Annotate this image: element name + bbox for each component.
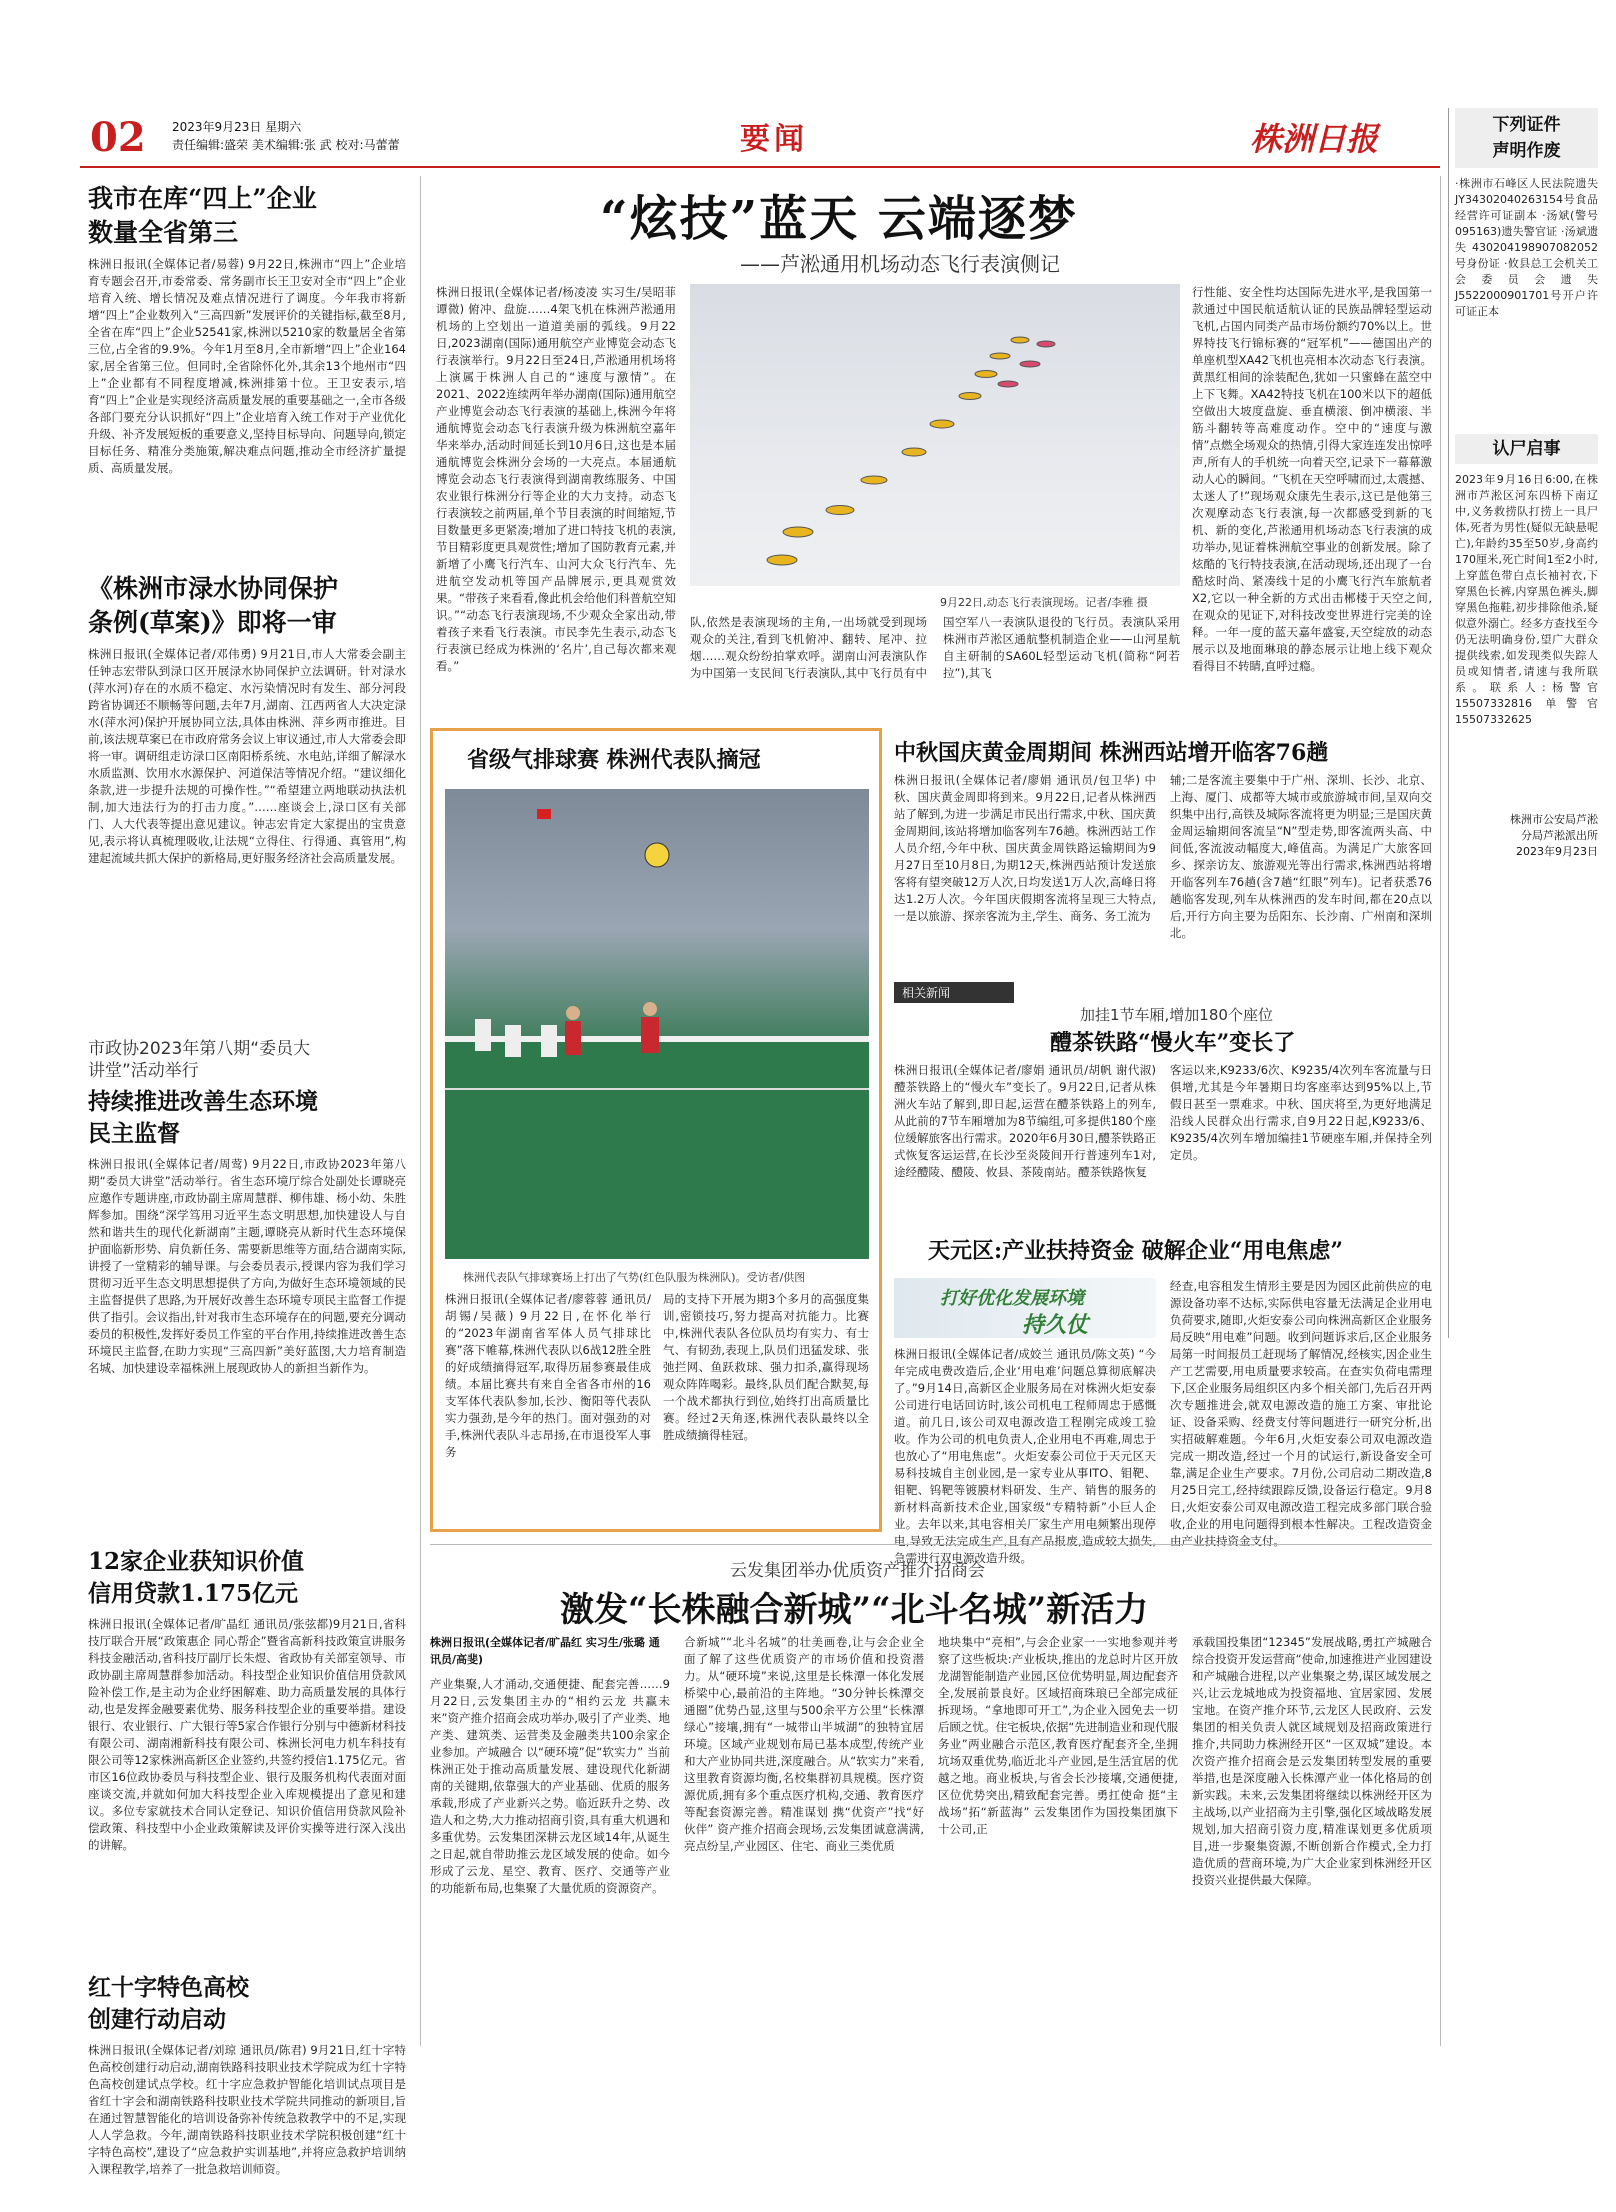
title-line: 创建行动启动 (88, 2006, 226, 2033)
paper-logo: 株洲日报 (1250, 120, 1379, 158)
related-news-tag: 相关新闻 (894, 982, 1014, 1003)
page-number: 02 (90, 114, 146, 161)
volleyball-body-left: 株洲日报讯(全媒体记者/廖蓉蓉 通讯员/胡锡/吴薇) 9月22日,在怀化举行的“2023年湖南省军体人员气排球比赛”落下帷幕,株洲代表队以6战12胜全胜的好成绩摘得冠军,取得历届参赛最佳成绩。本届比赛共有来自全省各市州的16支军体代表队参加,长沙、衡阳等代表队实力强劲,是今年的热门。面对强劲的对手,株洲代表队斗志昂扬,在市退役军人事务 (445, 1292, 651, 1459)
article-title (88, 1086, 406, 1150)
article-kicker (88, 1038, 406, 1082)
title-line: 我市在库“四上”企业 (88, 184, 317, 213)
article-title (88, 1546, 406, 1610)
tianyuan-banner (894, 1278, 1156, 1338)
invest-col-2: 合新城”“北斗名城”的壮美画卷,让与会企业全面了解了这些优质资产的市场价值和投资潜力。从“硬环境”来说,这里是长株潭一体化发展桥梁中心,最前沿的主阵地。“30分钟长株潭交通圈”优势凸显,这里与500余平方公里“长株潭绿心”接壤,拥有“一城带山半城湖”的独特宜居环境。区域产业规划布局已基本成型,传统产业和大产业协同共进,深度融合。从“软实力”来看,这里教育资源均衡,名校集群初具规模。医疗资源优质,拥有多个重点医疗机构,交通、教育医疗等配套资源完善。精准谋划 携“优资产”找“好伙伴” 资产推介招商会现场,云发集团诚意满满,亮点纷呈,产业园区、住宅、商业三类优质 (684, 1635, 924, 1853)
airshow-photo (690, 284, 1180, 586)
notice-column (1448, 108, 1598, 1338)
section-name: 要闻 (740, 122, 808, 157)
lead-body-mid: 队,依然是表演现场的主角,一出场就受到现场观众的关注,看到飞机俯冲、翻转、尾冲、拉烟……观众纷纷拍掌欢呼。湖南山河表演队作为中国第一支民间飞行表演队,其中飞行员有中国空军八一表演队退役的飞行员。表演队采用株洲市芦淞区通航整机制造企业——山河星航自主研制的SA60L轻型运动飞机(简称“阿若拉”),其飞 (690, 615, 1180, 680)
station-body-left: 株洲日报讯(全媒体记者/廖娟 通讯员/包卫华) 中秋、国庆黄金周即将到来。9月22日,记者从株洲西站了解到,为进一步满足市民出行需求,中秋、国庆黄金周期间,该站将增加临客列车76趟。株洲西站工作人员介绍,今年中秋、国庆黄金周铁路运输期间为9月27日至10月8日,为期12天,株洲西站预计发送旅客将有望突破12万人次,日均发送1万人次,高峰日将达1.2万人次。今年国庆假期客流将呈现三大特点,一是以旅游、探亲客流为主,学生、商务、务工流为 (894, 773, 1156, 923)
invest-title: 激发“长株融合新城”“北斗名城”新活力 (560, 1590, 1149, 1630)
invest-col-1: 产业集聚,人才涌动,交通便捷、配套完善……9月22日,云发集团主办的“相约云龙 共赢未来”资产推介招商会成功举办,吸引了产业类、地产类、建筑类、运营类及金融类共100余家企业参加。产城融合 以“硬环境”促“软实力” 当前株洲正处于推动高质量发展、建设现代化新湖南的关键期,依靠强大的产业基础、优质的服务承载,形成了产业新兴之势。临近跃升之势、改造人和之势,大力推动招商引资,具有重大机遇和多重优势。云发集团深耕云龙区域14年,从诞生之日起,就自带助推云龙区域发展的使命。如今形成了云龙、星空、教育、医疗、交通等产业的功能新布局,也集聚了大量优质的资源资产。 (430, 1677, 670, 1895)
article-title (88, 572, 406, 640)
notice-title: 认尸启事 (1455, 434, 1598, 464)
volleyball-photo-caption: 株洲代表队气排球赛场上打出了气势(红色队服为株洲队)。受访者/供图 (463, 1271, 806, 1284)
article-body: 株洲日报讯(全媒体记者/邓伟勇) 9月21日,市人大常委会副主任钟志宏带队到渌口区开展渌水协同保护立法调研。针对渌水(萍水河)存在的水质不稳定、水污染情况时有发生、部分河段跨省协调还不顺畅等问题,去年7月,湖南、江西两省人大决定渌水(萍水河)保护开展协同立法,具体由株洲、萍乡两市推进。目前,该法规草案已在市政府常务会议上审议通过,市人大常委会即将一审。调研组走访渌口区南阳桥系统、水电站,详细了解渌水水质监测、饮用水水源保护、河道保洁等情况介绍。“建议细化条款,进一步提升法规的可操作性。”“希望建立两地联动执法机制,加大违法行为的打击力度。”……座谈会上,渌口区有关部门、人大代表等提出意见建议。钟志宏肯定大家提出的宝贵意见,表示将认真梳理吸收,让法规“立得住、行得通、真管用”,构建起流域共抓大保护的新格局,更好服务经济社会高质量发展。 (88, 647, 406, 865)
title-line: 条例(草案)》即将一审 (88, 608, 337, 637)
banner-line: 持久仗 (1022, 1312, 1089, 1338)
title-line: 声明作废 (1492, 141, 1561, 161)
airshow-photo-caption: 9月22日,动态飞行表演现场。记者/李雅 摄 (940, 596, 1148, 609)
left-column (88, 176, 406, 2176)
article-body: 株洲日报讯(全媒体记者/周莺) 9月22日,市政协2023年第八期“委员大讲堂”活动举行。省生态环境厅综合处副处长谭晓亮应邀作专题讲座,市政协副主席周慧群、柳伟雄、杨小幼、朱胜辉参加。围绕“深学笃用习近平生态文明思想,加快建设人与自然和谐共生的现代化新湖南”主题,谭晓亮从新时代生态环境保护面临新形势、肩负新任务、需要新思维等方面,结合湖南实际,讲授了一堂精彩的辅导课。与会委员表示,授课内容为我们学习贯彻习近平生态文明思想提供了方向,为做好生态环境领域的民主监督提供了思路,为开展好改善生态环境专项民主监督工作提供了指引。会议指出,针对我市生态环境存在的问题,要充分调动委员的积极性,发挥好委员工作室的平台作用,持续推进改善生态环境民主监督,在助力实现“三高四新”美好蓝图,大力培育制造名城、加快建设幸福株洲上展现政协人的新担当新作为。 (88, 1157, 406, 1375)
editor-credits: 责任编辑:盛荣 美术编辑:张 武 校对:马蕾蕾 (172, 138, 400, 152)
issue-date: 2023年9月23日 星期六 (172, 120, 302, 134)
sign-date: 2023年9月23日 (1516, 845, 1598, 858)
banner-line: 打好优化发展环境 (940, 1288, 1084, 1309)
masthead-rule (80, 166, 1440, 168)
masthead (80, 108, 1510, 168)
article-body: 株洲日报讯(全媒体记者/刘琼 通讯员/陈君) 9月21日,红十字特色高校创建行动启动,湖南铁路科技职业技术学院成为红十字特色高校创建试点学校。红十字应急救护智能化培训试点项目是省红十字会和湖南铁路科技职业技术学院共同推动的新项目,旨在通过智慧智能化的培训设备弥补传统急救教学中的不足,实现人人学急救。今年,湖南铁路科技职业技术学院积极创建“红十字特色高校”,建设了“应急救护实训基地”,并将应急救护培训纳入课程教学,培养了一批急救培训师资。 (88, 2043, 406, 2176)
station-sub-body-right: 客运以来,K9233/6次、K9235/4次列车客流量与日俱增,尤其是今年暑期日均客座率达到95%以上,节假日甚至一票难求。中秋、国庆将至,为更好地满足沿线人民群众出行需求,自9月22日起,K9233/6、K9235/4次列车增加编挂1节硬座车厢,并保持全列定员。 (1170, 1063, 1432, 1162)
station-sub-title: 醴茶铁路“慢火车”变长了 (1050, 1030, 1296, 1056)
volleyball-title: 省级气排球赛 株洲代表队摘冠 (467, 747, 761, 773)
invest-top-rule (430, 1544, 1432, 1545)
article-body: 株洲日报讯(全媒体记者/旷晶红 通讯员/张弦都)9月21日,省科技厅联合开展“政策惠企 同心帮企”暨省高新科技政策宣讲服务科技金融活动,省科技厅副厅长朱煜、省政协有关部室领导、市政协副主席周慧群参加活动。科技型企业知识价值信用贷款风险补偿工作,是主动为企业纾困解难、助力高质量发展的具体行动,也是发挥金融要素优势、服务科技型企业的重要举措。建设银行、农业银行、广大银行等5家合作银行分别与中德新材科技有限公司、湖南湘新科技有限公司、株洲长河电力机车科技有限公司等12家株洲高新区企业签约,共签约授信1.175亿元。省市区16位政协委员与科技型企业、银行及服务机构代表面对面座谈交流,并就如何加大科技型企业入库规模提出了意见和建议。多位专家就技术合同认定登记、知识价值信用贷款风险补偿政策、科技型中小企业政策解读及评价实操等进行深入浅出的讲解。 (88, 1617, 406, 1852)
notice-signature (1455, 812, 1598, 860)
station-sub-body-left: 株洲日报讯(全媒体记者/廖娟 通讯员/胡帆 谢代淑) 醴茶铁路上的“慢火车”变长了。9月22日,记者从株洲火车站了解到,即日起,运营在醴茶铁路上的列车,从此前的7节车厢增加为8节编组,可多提供180个座位缓解旅客出行需求。2020年6月30日,醴茶铁路正式恢复客运运营,在长沙至炎陵间开行普速列车1对,途经醴陵、醴陵、攸县、茶陵南站。醴茶铁路恢复 (894, 1063, 1156, 1179)
notice-body: ·株洲市石峰区人民法院遗失JY34302040263154号食品经营许可证副本 ·汤斌(警号095163)遗失警官证 ·汤斌遗失430204198907082052号身份证 ·攸县总工会机关工会委员会遗失J5522000901701号开户许可证正本 (1455, 177, 1598, 318)
title-line: 数量全省第三 (88, 218, 239, 247)
sign-line: 株洲市公安局芦淞 (1510, 813, 1598, 826)
lead-subtitle: ——芦淞通用机场动态飞行表演侧记 (740, 252, 1060, 276)
title-line: 12家企业获知识价值 (88, 1548, 305, 1575)
tianyuan-body-right: 经查,电容租发生情形主要是因为园区此前供应的电源设备功率不达标,实际供电容量无法满足企业用电负荷要求,随即,火炬安泰公司向株洲高新区企业服务局反映“用电难”问题。收到问题诉求后,区企业服务局第一时间报员工赶现场了解情况,经核实,因企业生产工艺需要,用电质量要求较高。在查实负荷电需理下,区企业服务局组织区内多个相关部门,先后召开两次专题推进会,就双电源改造的施工方案、审批论证、设备采购、经费支付等问题进行一研究分析,出实招破解难题。今年6月,火炬安泰公司双电源改造完成一期改造,经过一个月的试运行,新设备安全可靠,满足企业生产要求。7月份,公司启动二期改造,8月25日完工,经持续跟踪反馈,设备运行稳定。9月8日,火炬安泰公司双电源改造工程完成多部门联合验收,企业的用电问题得到根本性解决。工程改造资金由产业扶持资金支付。 (1170, 1279, 1432, 1548)
volleyball-court-icon (445, 789, 869, 1259)
title-line: 《株洲市渌水协同保护 (88, 574, 339, 603)
column-divider (1440, 176, 1441, 2046)
station-title: 中秋国庆黄金周期间 株洲西站增开临客76趟 (894, 740, 1329, 766)
invest-col-3: 地块集中“亮相”,与会企业家一一实地参观并考察了这些板块:产业板块,推出的龙总时片区开放龙湖智能制造产业园,区位优势明显,周边配套齐全,发展前景良好。区域招商珠琅已全部完成征拆现场。“拿地即可开工”,为企业入园免去一切后顾之忧。住宅板块,依据“先进制造业和现代服务业”两业融合示范区,教育医疗配套齐全,坐拥坑场双重优势,临近北斗产业园,是生活宜居的优越之地。商业板块,与省会长沙接壤,交通便捷,区位优势突出,精致配套完善。勇扛使命 挺“主战场”拓“新蓝海” 云发集团作为国投集团旗下十公司,正 (938, 1635, 1178, 1836)
article-title (88, 182, 406, 250)
title-line: 民主监督 (88, 1120, 180, 1147)
notice-body: 2023年9月16日6:00,在株洲市芦淞区河东四桥下南辽中,义务救捞队打捞上一具尸体,死者为男性(疑似无缺悬呢亡),年龄约35至50岁,身高约170厘米,死亡时间1至2小时,上穿蓝色带白点长袖衬衣,下穿黑色长裤,内穿黑色裤头,脚穿黑色拖鞋,初步排除他杀,疑似意外溺亡。经多方查找至今仍无法明确身份,望广大群众提供线索,如发现类似失踪人员或知情者,请速与我所联系。联系人:杨警官15507332816 单警官15507332625 (1455, 473, 1598, 726)
invest-kicker: 云发集团举办优质资产推介招商会 (730, 1561, 985, 1581)
title-line: 信用贷款1.175亿元 (88, 1580, 299, 1607)
volleyball-body-right: 局的支持下开展为期3个多月的高强度集训,密锁技巧,努力提高对抗能力。比赛中,株洲代表队各位队员均有实力、有士气、有韧劲,表现上,队员们迅猛发球、张弛拦网、鱼跃救球、强力扣杀,赢得现场观众阵阵喝彩。最终,队员们配合默契,每一个战术都执行到位,始终打出高质量比赛。经过2天角逐,株洲代表队最终以全胜成绩摘得桂冠。 (663, 1292, 869, 1442)
kicker-line: 讲堂”活动举行 (88, 1061, 199, 1081)
lead-body-left: 株洲日报讯(全媒体记者/杨凌凌 实习生/吴昭菲 谭微) 俯冲、盘旋……4架飞机在株洲芦淞通用机场的上空划出一道道美丽的弧线。9月22日,2023湖南(国际)通用航空产业博览会动态飞行表演举行。9月22日至24日,芦淞通用机场将上演属于株洲人自己的“速度与激情”。在2021、2022连续两年举办湖南(国际)通用航空产业博览会动态飞行表演的基础上,株洲今年将通航博览会动态飞行表演升级为株洲航空嘉年华来举办,活动时间延长到10月6日,这也是本届通航博览会株洲分会场的一大亮点。本届通航博览会动态飞行表演得到湖南教练服务、中国农业银行株洲分行等企业的大力支持。动态飞行表演较之前两届,单个节目表演的时间缩短,节目数量更多更紧凑;增加了进口特技飞机的表演,节目精彩度更具观赏性;增加了国防教育元素,并新增了小鹰飞行汽车、山河大众飞行汽车、先进航空发动机等国产品牌展示,更具观赏效果。“带孩子来看看,像此机会给他们科普航空知识。”“动态飞行表演现场,不少观众全家出动,带着孩子来看飞行表演。市民李先生表示,动态飞行表演已经成为株洲的‘名片’,自己每次都来观看。” (436, 285, 677, 673)
title-line: 持续推进改善生态环境 (88, 1088, 318, 1115)
article-title (88, 1972, 406, 2036)
invest-byline: 株洲日报讯(全媒体记者/旷晶红 实习生/张璐 通讯员/高斐) (430, 1636, 660, 1666)
volleyball-box (430, 728, 882, 1532)
column-divider (420, 176, 421, 2046)
volleyball-photo (445, 789, 869, 1259)
notice-title (1455, 108, 1598, 168)
title-line: 红十字特色高校 (88, 1974, 249, 2001)
sign-line: 分局芦淞派出所 (1521, 829, 1598, 842)
station-sub-kicker: 加挂1节车厢,增加180个座位 (1080, 1006, 1273, 1024)
article-body: 株洲日报讯(全媒体记者/易蓉) 9月22日,株洲市“四上”企业培育专题会召开,市委常委、常务副市长王卫安对全市“四上”企业培育入统、增长情况及难点情况进行了调度。今年我市将新增“四上”企业数列入“三高四新”发展评价的关键指标,截至8月,全省在库“四上”企业52541家,株洲以5210家的数量居全省第三位,占全省的9.9%。今年1月至8月,全市新增“四上”企业164家,居全省第三位。但同时,全省除怀化外,其余13个地州市“四上”企业都有不同程度增减,株洲排第十位。王卫安表示,培育“四上”企业是实现经济高质量发展的重要基础之一,全市各级各部门要充分认识抓好“四上”企业培育入统工作对于产业优化升级、补齐发展短板的重要意义,坚持目标导向、问题导向,锁定目标任务、精准分类施策,解决难点问题,推动全市经济扩量提质、高质量发展。 (88, 257, 406, 475)
lead-body-right: 行性能、安全性均达国际先进水平,是我国第一款通过中国民航适航认证的民族品牌轻型运动飞机,占国内同类产品市场份额约70%以上。世界特技飞行锦标赛的“冠军机”——德国出产的单座机型XA42飞机也亮相本次动态飞行表演。黄黑红相间的涂装配色,犹如一只蜜蜂在蓝空中上下飞舞。XA42特技飞机在100米以下的超低空做出大坡度盘旋、垂直横滚、倒冲横滚、半筋斗翻转等高难度动作。空中的“速度与激情”点燃全场观众的热情,引得大家连连发出惊呼声,所有人的手机统一向着天空,记录下一幕幕激动人心的瞬间。“飞机在天空呼啸而过,太震撼、太迷人了!”现场观众康先生表示,这已是他第三次观摩动态飞行表演,每一次都感受到新的飞机、新的变化,芦淞通用机场动态飞行表演的成功举办,见证着株洲航空事业的创新发展。除了炫酷的飞行特技表演,在活动现场,还出现了一台酷炫时尚、紧凑线十足的小鹰飞行汽车旅航者X2,它以一种全新的方式出击郴楼于天空之间,在观众的见证下,对科技改变世界进行完美的诠释。一年一度的蓝天嘉年盛宴,天空绽放的动态展示以及地面琳琅的静态展示让地上线下观众看得目不转睛,直呼过瘾。 (1192, 285, 1432, 673)
invest-col-4: 承载国投集团“12345”发展战略,勇扛产城融合综合投资开发运营商“使命,加速推进产业园建设和产城融合进程,以产业集聚之势,谋区域发展之兴,让云龙城地成为投资福地、宜居家园、发展宝地。在资产推介环节,云龙区人民政府、云发集团的相关负责人就区域规划及招商政策进行推介,共同助力株洲经开区“一区双城”建设。本次资产推介招商会是云发集团转型发展的重要举措,也是深度融入长株潭产业一体化格局的创新实践。未来,云发集团将继续以株洲经开区为主战场,以产业招商为主引擎,强化区域战略发展规划,加大招商引资力度,精准谋划更多优质项目,进一步聚集资源,不断创新合作模式,全力打造优质的营商环境,为广大企业家到株洲经开区投资兴业提供最大保障。 (1192, 1635, 1432, 1887)
kicker-line: 市政协2023年第八期“委员大 (88, 1039, 311, 1059)
station-body-right: 辅;二是客流主要集中于广州、深圳、长沙、北京、上海、厦门、成都等大城市或旅游城市间,呈双向交织集中出行,高铁及城际客流将更为明显;三是国庆黄金周运输期间客流呈“N”型走势,即客流两头高、中间低,客流波动幅度大,峰值高。为满足广大旅客回乡、探亲访友、旅游观光等出行需求,株洲西站将增开临客列车76趟(含7趟“红眼”列车)。记者获悉76趟临客发现,列车从株洲西的发车时间,都在20点以后,开行方向主要为岳阳东、长沙南、广州南和深圳北。 (1170, 773, 1432, 940)
tianyuan-body-left: 株洲日报讯(全媒体记者/成姣兰 通讯员/陈文英) “今年完成电费改造后,企业‘用电难’问题总算彻底解决了。”9月14日,高新区企业服务局在对株洲火炬安泰公司进行电话回访时,该公司机电工程师周忠于感慨道。前几日,该公司双电源改造工程刚完成竣工验收。作为公司的机电负责人,企业用电不再难,周忠于也放心了“用电焦虑”。火炬安泰公司位于天元区天易科技城自主创业园,是一家专业从事ITO、钼靶、钼靶、钨靶等镀膜材料研发、生产、销售的服务的新材料高新技术企业,国家级“专精特新”小巨人企业。去年以来,其电容相关厂家生产用电频繁出现停电,导致无法完成生产,且有产品报废,造成较大损失,急需进行双电源改造升级。 (894, 1347, 1156, 1565)
paraglider-formation-icon (690, 284, 1180, 586)
title-line: 下列证件 (1492, 115, 1561, 135)
lead-title: “炫技”蓝天 云端逐梦 (600, 191, 1078, 247)
tianyuan-title: 天元区:产业扶持资金 破解企业“用电焦虑” (928, 1238, 1344, 1264)
